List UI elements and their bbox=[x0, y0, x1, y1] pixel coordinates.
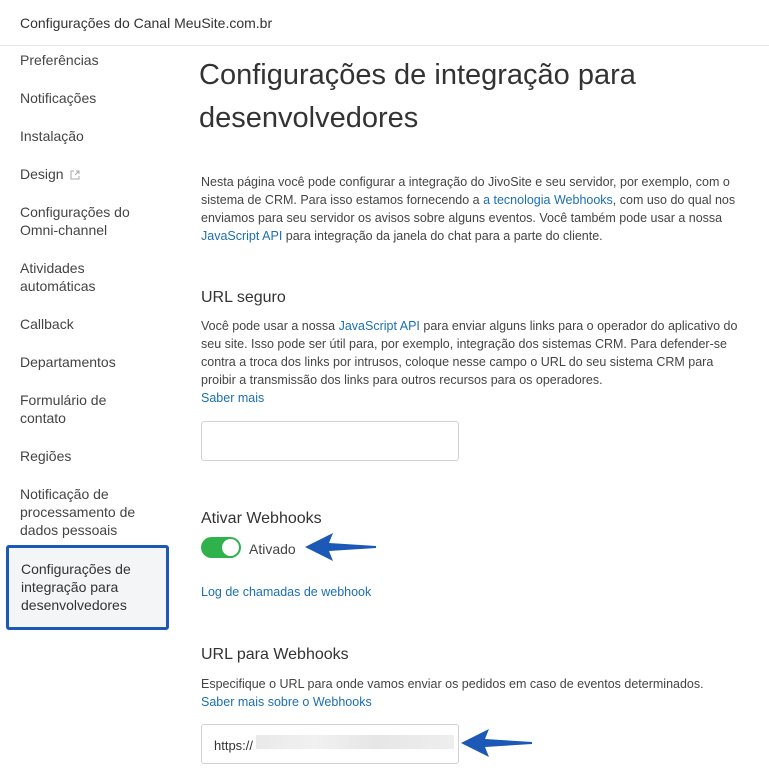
webhook-log-link[interactable]: Log de chamadas de webhook bbox=[201, 585, 372, 599]
javascript-api-link-secure[interactable]: JavaScript API bbox=[338, 319, 420, 333]
top-bar bbox=[0, 0, 769, 46]
sidebar-item-callback[interactable]: Callback bbox=[20, 316, 74, 332]
webhook-url-heading: URL para Webhooks bbox=[201, 646, 349, 663]
channel-settings-title: Configurações do Canal MeuSite.com.br bbox=[20, 15, 273, 31]
intro-text bbox=[201, 173, 746, 245]
saber-mais-link[interactable]: Saber mais bbox=[201, 391, 265, 405]
webhooks-toggle[interactable] bbox=[201, 537, 241, 558]
webhooks-heading: Ativar Webhooks bbox=[201, 510, 322, 527]
arrow-left-icon bbox=[459, 727, 534, 759]
sidebar-item-atividades-automaticas[interactable]: Atividades automáticas bbox=[20, 260, 96, 294]
sidebar-item-omni-channel[interactable]: Configurações do Omni-channel bbox=[20, 204, 130, 238]
secure-url-description bbox=[201, 317, 746, 407]
secure-url-text-part: para enviar alguns links para o operador do aplicativo do seu site. Isso pode ser útil para, por exemplo, integração dos sistemas CRM. Para defender-se contra a troca dos links por intrusos, coloque nesse campo o URL do seu sistema CRM para proibir a transmissão dos links para outros recursos para os operadores. bbox=[201, 319, 738, 387]
webhook-url-text: Especifique o URL para onde vamos enviar os pedidos em caso de eventos determinados. bbox=[201, 677, 704, 691]
arrow-left-icon bbox=[303, 531, 378, 563]
sidebar-item-design[interactable] bbox=[20, 165, 150, 184]
webhook-url-value: https:// bbox=[214, 738, 254, 753]
sidebar-item-departamentos[interactable]: Departamentos bbox=[20, 354, 116, 370]
redacted-url-area bbox=[256, 735, 454, 749]
sidebar-item-regioes[interactable]: Regiões bbox=[20, 448, 72, 464]
page-title: Configurações de integração para desenvolvedores bbox=[199, 59, 636, 134]
sidebar-item-integracao-desenvolvedores[interactable] bbox=[6, 545, 169, 630]
sidebar-item-notificacoes[interactable]: Notificações bbox=[20, 90, 97, 106]
saber-mais-webhooks-link[interactable]: Saber mais sobre o Webhooks bbox=[201, 695, 372, 709]
secure-url-heading: URL seguro bbox=[201, 289, 286, 306]
webhooks-status-label: Ativado bbox=[249, 541, 296, 557]
external-link-icon bbox=[70, 166, 80, 184]
sidebar-item-instalacao[interactable]: Instalação bbox=[20, 128, 84, 144]
sidebar-item-preferencias[interactable]: Preferências bbox=[20, 52, 99, 68]
sidebar-item-dados-pessoais[interactable]: Notificação de processamento de dados pessoais bbox=[20, 486, 136, 538]
webhooks-technology-link[interactable]: a tecnologia Webhooks bbox=[483, 193, 613, 207]
sidebar-item-label: Configurações de integração para desenvolvedores bbox=[21, 561, 131, 613]
sidebar-item-label: Design bbox=[20, 166, 64, 182]
toggle-knob bbox=[222, 539, 239, 556]
secure-url-input[interactable] bbox=[201, 421, 459, 461]
javascript-api-link[interactable]: JavaScript API bbox=[201, 229, 283, 243]
intro-text-part: para integração da janela do chat para a parte do cliente. bbox=[282, 229, 603, 243]
intro-text-part: , com uso do qual nos enviamos para seu servidor os avisos sobre alguns eventos. Você também pode usar a nossa bbox=[201, 193, 736, 225]
intro-text-part: Nesta página você pode configurar a integração do JivoSite e seu servidor, por exemplo, com o sistema de CRM. Para isso estamos fornecendo a bbox=[201, 175, 730, 207]
webhook-url-description bbox=[201, 675, 746, 711]
sidebar-item-formulario-contato[interactable]: Formulário de contato bbox=[20, 392, 107, 426]
secure-url-text-part: Você pode usar a nossa bbox=[201, 319, 339, 333]
